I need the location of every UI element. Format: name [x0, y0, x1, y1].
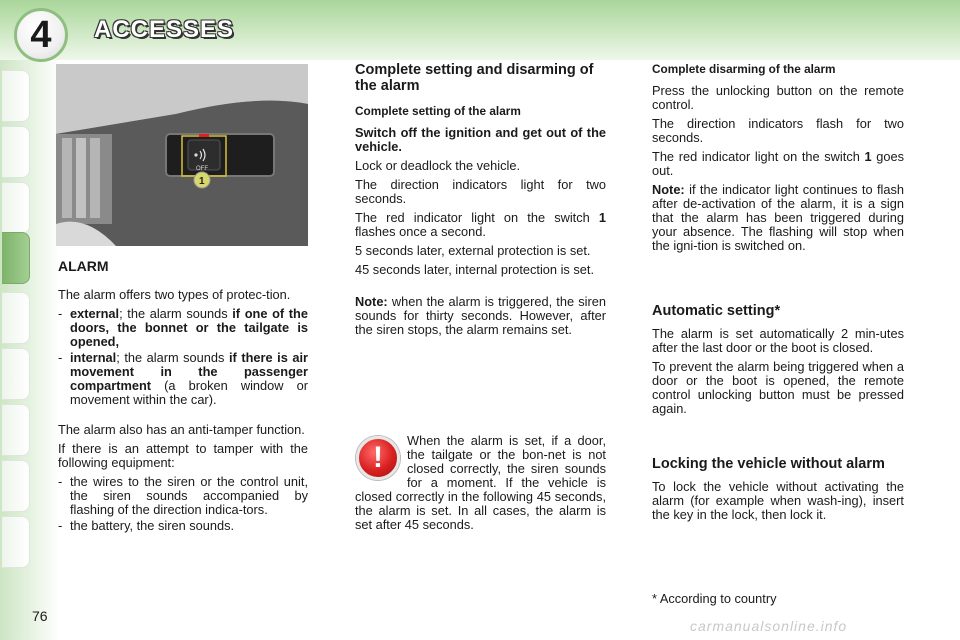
chapter-tab[interactable] — [2, 126, 30, 178]
setting-step-external: 5 seconds later, external protection is set. — [355, 243, 591, 258]
complete-setting-heading: Complete setting and disarming of the alarm — [355, 62, 594, 94]
disarming-step-red-light: The red indicator light on the switch 1 goes out. — [652, 149, 905, 178]
setting-note: Note: when the alarm is triggered, the siren sounds for thirty seconds. However, after the siren stops, the alarm remains set. — [355, 294, 606, 337]
locking-heading: Locking the vehicle without alarm — [652, 456, 885, 472]
chapter-tab-active[interactable] — [2, 232, 30, 284]
alarm-switch-illustration — [56, 64, 308, 246]
alarm-column — [58, 258, 308, 535]
setting-step-lock: Lock or deadlock the vehicle. — [355, 158, 521, 173]
chapter-tab[interactable] — [2, 292, 30, 344]
alarm-intro: The alarm offers two types of protec-tion. — [58, 287, 291, 302]
chapter-tab-strip — [0, 60, 32, 580]
watermark: carmanualsonline.info — [690, 618, 848, 634]
tamper-intro: If there is an attempt to tamper with the following equipment: — [58, 441, 308, 470]
alarm-switch-photo — [56, 64, 308, 246]
chapter-tab[interactable] — [2, 182, 30, 234]
disarming-note: Note: if the indicator light continues to flash after de-activation of the alarm, it is a sign that the alarm has been triggered during your absence. The flashing will stop when the igni-tion is switched on. — [652, 182, 904, 253]
ignition-step: Switch off the ignition and get out of the vehicle. — [355, 125, 606, 154]
setting-step-red-light: The red indicator light on the switch 1 flashes once a second. — [355, 210, 606, 239]
chapter-tab[interactable] — [2, 460, 30, 512]
anti-tamper-text: The alarm also has an anti-tamper function. — [58, 422, 305, 437]
chapter-number-badge: 4 — [14, 8, 68, 62]
chapter-tab[interactable] — [2, 70, 30, 122]
complete-setting-column — [355, 62, 606, 342]
disarming-column — [652, 62, 904, 258]
warning-text: When the alarm is set, if a door, the tailgate or the bon-net is not closed correctly, the siren sounds for a moment. If the vehicle is closed correctly in the following 45 seconds, the alarm is set. In all cases, the alarm is set after 45 seconds. — [355, 433, 606, 532]
automatic-setting-text-2: To prevent the alarm being triggered when a door or the boot is opened, the remote control unlocking button must be pressed again. — [652, 359, 904, 416]
disarming-step-press: Press the unlocking button on the remote control. — [652, 83, 904, 112]
page-number: 76 — [32, 608, 48, 624]
alarm-heading: ALARM — [58, 258, 109, 274]
automatic-setting-section — [652, 303, 904, 421]
complete-setting-subheading: Complete setting of the alarm — [355, 104, 521, 118]
warning-box — [355, 434, 606, 532]
list-item: - external; the alarm sounds if one of the doors, the bonnet or the tailgate is opened, — [58, 306, 308, 349]
setting-step-indicators: The direction indicators light for two seconds. — [355, 177, 606, 206]
locking-without-alarm-section — [652, 456, 904, 527]
list-item: - the wires to the siren or the control unit, the siren sounds accompanied by flashing of the direction indica-tors. — [58, 474, 308, 517]
switch-off-label: OFF — [196, 166, 208, 172]
warning-icon: ! — [356, 436, 400, 480]
chapter-tab[interactable] — [2, 348, 30, 400]
callout-number: 1 — [199, 176, 205, 187]
automatic-setting-text: The alarm is set automatically 2 min-utes after the last door or the boot is closed. — [652, 326, 904, 355]
automatic-setting-heading: Automatic setting* — [652, 303, 781, 319]
list-item: - internal; the alarm sounds if there is air movement in the passenger compartment (a broken window or movement within the car). — [58, 350, 308, 407]
locking-text: To lock the vehicle without activating the alarm (for example when wash-ing), insert the key in the lock, then lock it. — [652, 479, 904, 522]
list-item: - the battery, the siren sounds. — [58, 518, 235, 533]
disarming-subheading: Complete disarming of the alarm — [652, 62, 836, 76]
chapter-tab[interactable] — [2, 404, 30, 456]
chapter-title: ACCESSES — [94, 16, 235, 43]
setting-step-internal: 45 seconds later, internal protection is set. — [355, 262, 595, 277]
disarming-step-flash: The direction indicators flash for two seconds. — [652, 116, 904, 145]
chapter-tab[interactable] — [2, 516, 30, 568]
footnote: * According to country — [652, 591, 777, 606]
